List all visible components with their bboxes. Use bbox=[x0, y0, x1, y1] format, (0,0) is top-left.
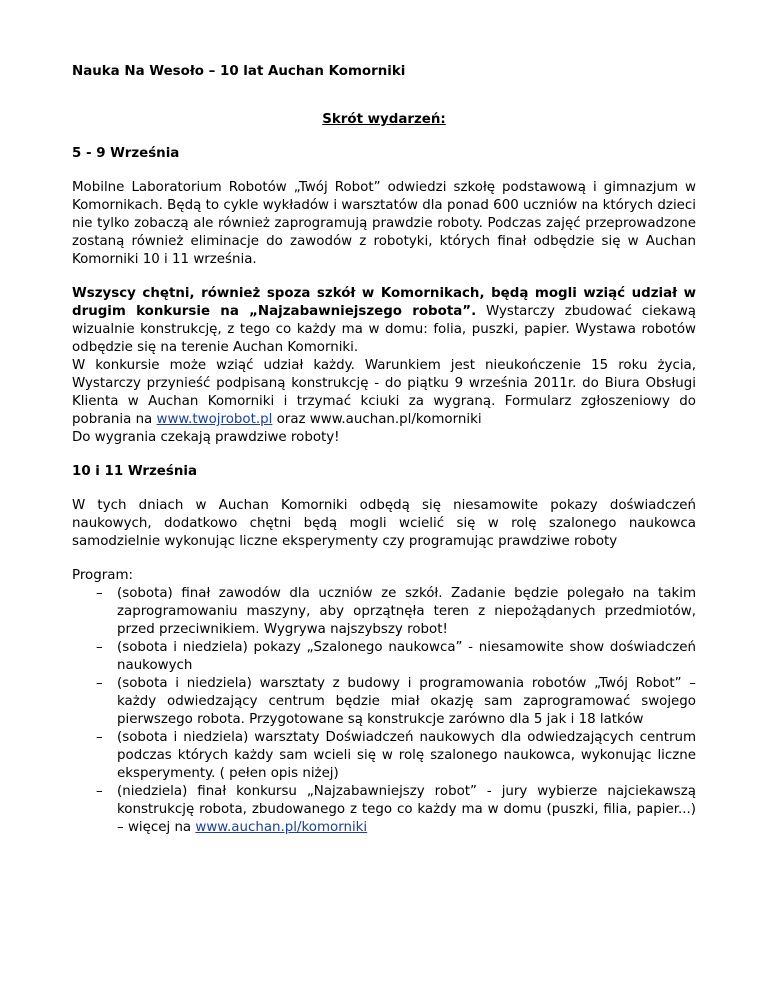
program-block bbox=[72, 567, 696, 837]
program-label: Program: bbox=[72, 568, 134, 583]
contest-rules bbox=[72, 357, 696, 429]
auchan-komorniki-link[interactable]: www.auchan.pl/komorniki bbox=[195, 820, 368, 835]
contest-prize: Do wygrania czekają prawdziwe roboty! bbox=[72, 430, 340, 445]
contest-paragraph bbox=[72, 285, 696, 357]
contest-block bbox=[72, 285, 696, 447]
contest-rules-suffix: oraz www.auchan.pl/komorniki bbox=[272, 412, 482, 427]
dash-bullet-icon: – bbox=[96, 784, 103, 799]
list-item bbox=[72, 585, 696, 639]
twojrobot-link[interactable]: www.twojrobot.pl bbox=[156, 412, 273, 427]
section-heading-sept-5-9: 5 - 9 Września bbox=[72, 146, 180, 161]
list-item-text: (sobota i niedziela) warsztaty z budowy i programowania robotów „Twój Robot” – każdy odwiedzający centrum będzie miał okazję sam zaprogramować swojego pierwszego robota. Przygotowane są konstrukcje zarówno dla 5 jak i 18 latków bbox=[117, 676, 696, 727]
dash-bullet-icon: – bbox=[96, 730, 103, 745]
dash-bullet-icon: – bbox=[96, 676, 103, 691]
dash-bullet-icon: – bbox=[96, 640, 103, 655]
section-heading-sept-10-11: 10 i 11 Września bbox=[72, 464, 197, 479]
list-item bbox=[72, 639, 696, 675]
list-item-text: (sobota i niedziela) pokazy „Szalonego naukowca” - niesamowite show doświadczeń naukowych bbox=[117, 640, 696, 673]
contest-lead-bold: Wszyscy chętni, również spoza szkół w Komornikach, będą mogli wziąć udział w drugim konkursie na „Najzabawniejszego robota”. bbox=[72, 286, 696, 319]
list-item bbox=[72, 675, 696, 729]
contest-description: Wystarczy zbudować ciekawą wizualnie konstrukcję, z tego co każdy ma w domu: folia, puszki, papier. Wystawa robotów odbędzie się na terenie Auchan Komorniki. bbox=[72, 304, 696, 355]
document-subtitle: Skrót wydarzeń: bbox=[322, 112, 446, 127]
robot-lab-paragraph: Mobilne Laboratorium Robotów „Twój Robot” odwiedzi szkołę podstawową i gimnazjum w Komornikach. Będą to cykle wykładów i warsztatów dla ponad 600 uczniów na których dzieci nie tylko zobaczą ale również zaprogramują prawdzie roboty. Podczas zajęć przeprowadzone zostaną również eliminacje do zawodów z robotyki, których finał odbędzie się w Auchan Komorniki 10 i 11 września. bbox=[72, 180, 696, 267]
list-item-text: (sobota i niedziela) warsztaty Doświadczeń naukowych dla odwiedzających centrum podczas których każdy sam wcieli się w rolę szalonego naukowca, wykonując liczne eksperymenty. ( pełen opis niżej) bbox=[117, 730, 696, 781]
contest-rules-text: W konkursie może wziąć udział każdy. Warunkiem jest nieukończenie 15 roku życia, Wystarczy przynieść podpisaną konstrukcję - do piątku 9 września 2011r. do Biura Obsługi Klienta w Auchan Komorniki i trzymać kciuki za wygraną. Formularz zgłoszeniowy do pobrania na bbox=[72, 358, 696, 427]
document-page bbox=[72, 63, 696, 837]
dash-bullet-icon: – bbox=[96, 586, 103, 601]
list-item-text: (sobota) finał zawodów dla uczniów ze szkół. Zadanie będzie polegało na takim zaprogramowaniu maszyny, aby oprzątnęła teren z niepożądanych przedmiotów, przed przeciwnikiem. Wygrywa najszybszy robot! bbox=[117, 586, 696, 637]
list-item bbox=[72, 783, 696, 837]
list-item bbox=[72, 729, 696, 783]
list-item-text: (niedziela) finał konkursu „Najzabawniejszy robot” - jury wybierze najciekawszą konstrukcję robota, zbudowanego z tego co każdy ma w domu (puszki, filia, papier...) – więcej na bbox=[117, 784, 696, 835]
program-list bbox=[72, 585, 696, 837]
document-title: Nauka Na Wesoło – 10 lat Auchan Komorniki bbox=[72, 64, 406, 79]
science-show-paragraph: W tych dniach w Auchan Komorniki odbędą się niesamowite pokazy doświadczeń naukowych, dodatkowo chętni będą mogli wcielić się w rolę szalonego naukowca samodzielnie wykonując liczne eksperymenty czy programując prawdziwe roboty bbox=[72, 498, 696, 549]
